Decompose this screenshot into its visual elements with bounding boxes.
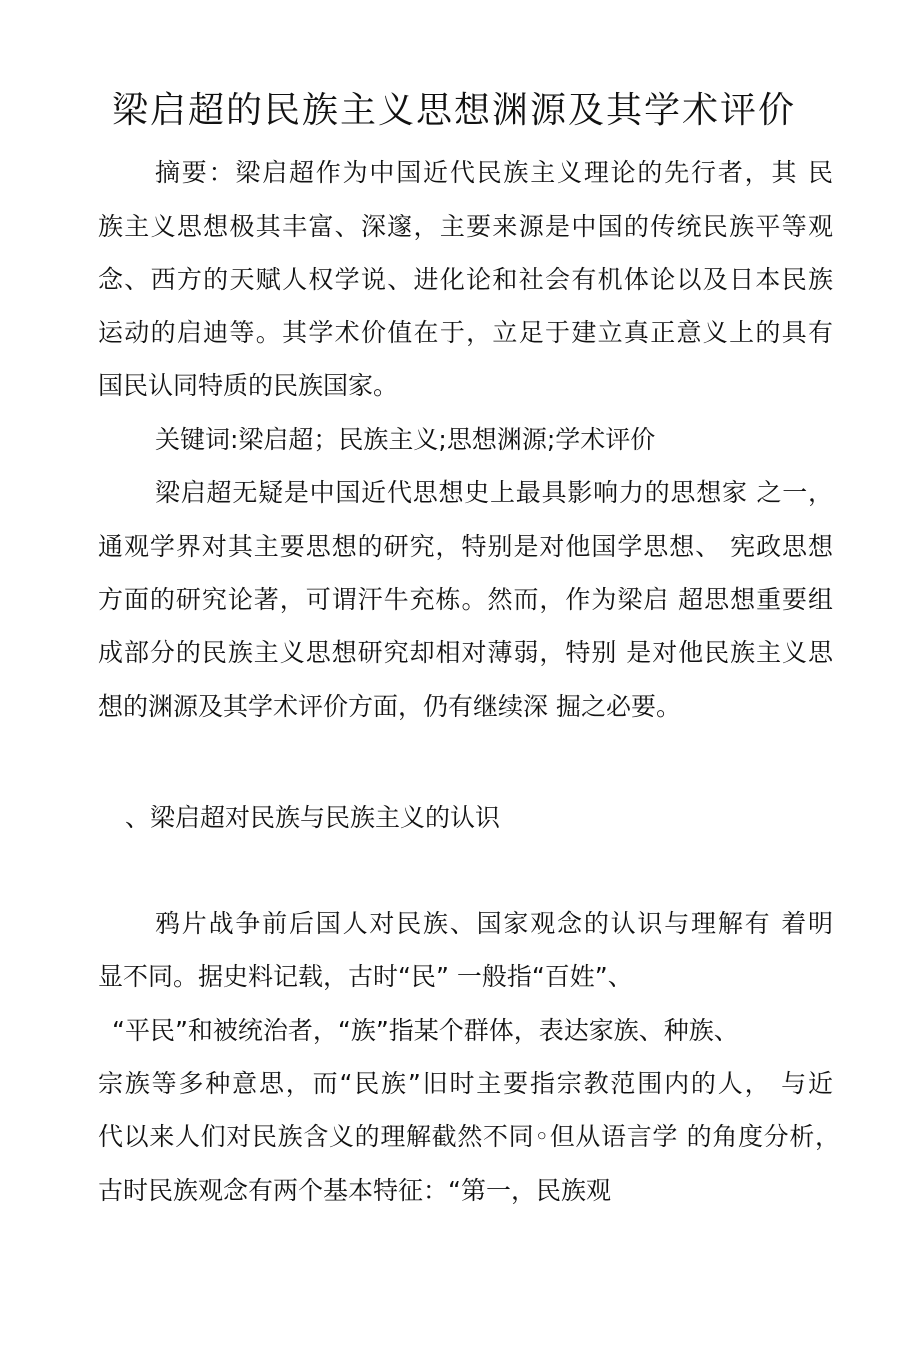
section-line: 鸦片战争前后国人对民族、国家观念的认识与理解有 着明 [155,909,833,938]
intro-line: 想的渊源及其学术评价方面，仍有继续深 掘之必要。 [98,692,681,721]
intro-line: 成部分的民族主义思想研究却相对薄弱，特别 是对他民族主义思 [98,638,833,667]
section-line: “平民”和被统治者，“族”指某个群体，表达家族、种族、 [112,1016,739,1045]
keywords: 关键词:梁启超；民族主义;思想渊源;学术评价 [155,425,656,454]
intro-line: 梁启超无疑是中国近代思想史上最具影响力的思想家 之一， [155,478,833,507]
abstract-line: 族主义思想极其丰富、深邃，主要来源是中国的传统民族平等观 [98,212,833,241]
abstract-line: 念、西方的天赋人权学说、进化论和社会有机体论以及日本民族 [98,265,833,294]
section-line: 宗族等多种意思，而“民族”旧时主要指宗教范围内的人， 与近 [98,1069,833,1098]
section-line: 古时民族观念有两个基本特征：“第一，民族观 [98,1176,611,1205]
section-line: 代以来人们对民族含义的理解截然不同◦但从语言学 的角度分析， [98,1122,840,1151]
section-line: 显不同。据史料记载，古时“民” 一般指“百姓”、 [98,962,633,991]
abstract-line: 运动的启迪等。其学术价值在于，立足于建立真正意义上的具有 [98,318,833,347]
page-title: 梁启超的民族主义思想渊源及其学术评价 [112,90,794,131]
abstract-line: 国民认同特质的民族国家。 [98,371,399,400]
intro-line: 方面的研究论著，可谓汗牛充栋。然而，作为梁启 超思想重要组 [98,585,833,614]
abstract-line: 摘要：梁启超作为中国近代民族主义理论的先行者，其 民 [155,158,833,187]
intro-line: 通观学界对其主要思想的研究，特别是对他国学思想、 宪政思想 [98,532,833,561]
section-heading: 、梁启超对民族与民族主义的认识 [125,803,501,832]
